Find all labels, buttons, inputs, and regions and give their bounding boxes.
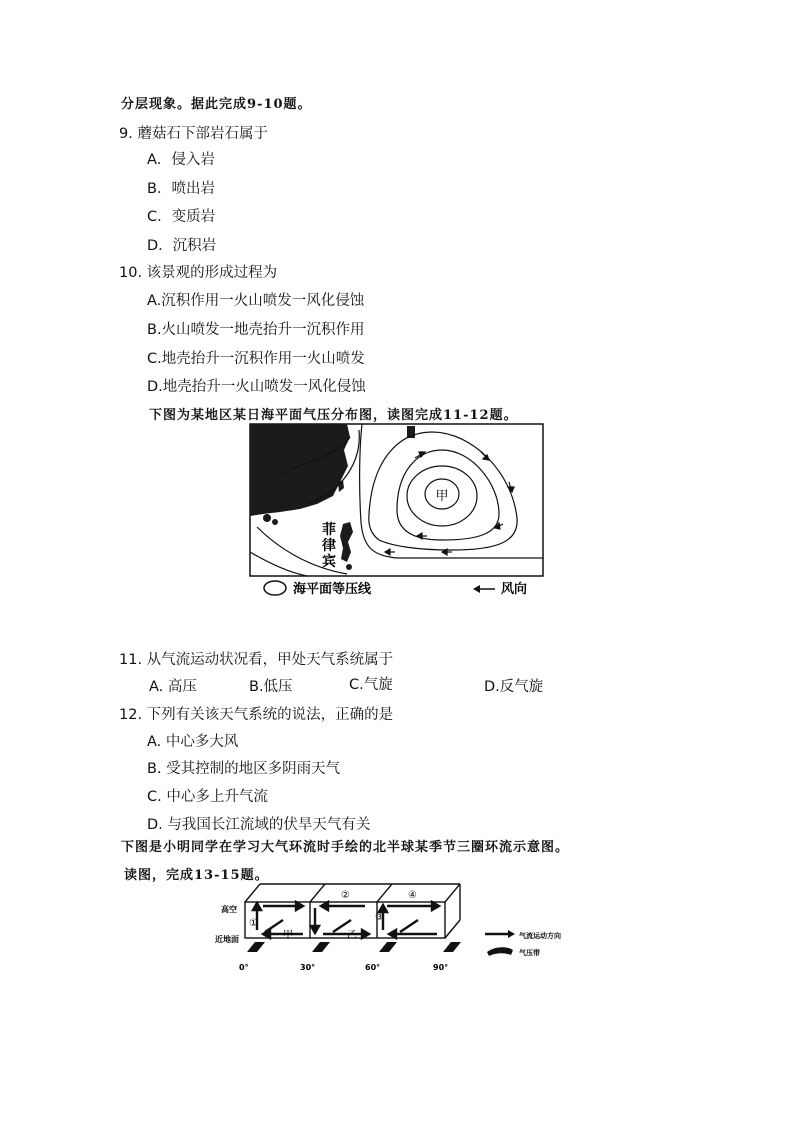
question-12-option-d: D. 与我国长江流域的伏旱天气有关	[147, 817, 371, 833]
question-12-option-c: C. 中心多上升气流	[147, 789, 268, 805]
zone-label-yi: 乙	[347, 930, 357, 941]
high-altitude-label: 高空	[221, 905, 237, 914]
question-9-option-d: D．沉积岩	[147, 238, 217, 254]
sea-level-pressure-map	[247, 422, 547, 602]
isobar-legend-label: 海平面等压线	[293, 582, 372, 597]
latitude-30: 30°	[300, 963, 316, 972]
cell-mark-3: ③	[375, 912, 384, 923]
question-9-option-c: C．变质岩	[147, 209, 216, 225]
question-11-stem: 11. 从气流运动状况看，甲处天气系统属于	[119, 652, 394, 668]
pressure-belt-legend-label: 气压带	[519, 949, 540, 957]
latitude-60: 60°	[365, 963, 381, 972]
wind-legend-arrow-icon	[473, 585, 495, 593]
cell-mark-4: ④	[408, 890, 417, 901]
question-10-option-c: C.地壳抬升一沉积作用一火山喷发	[147, 351, 365, 367]
flow-direction-legend-icon	[485, 930, 515, 938]
question-10-option-b: B.火山喷发一地壳抬升一沉积作用	[147, 322, 365, 338]
pressure-belt-legend-icon	[487, 947, 513, 956]
question-12-option-a: A. 中心多大风	[147, 734, 239, 750]
question-11-option-d: D.反气旋	[484, 679, 544, 695]
zone-label-jia: 甲	[283, 930, 293, 941]
isobar-legend-icon	[264, 581, 286, 595]
latitude-90: 90°	[433, 963, 449, 972]
near-surface-label: 近地面	[215, 935, 239, 944]
question-10-option-d: D.地壳抬升一火山喷发一风化侵蚀	[147, 379, 366, 395]
latitude-0: 0°	[239, 963, 249, 972]
question-11-option-a: A. 高压	[149, 679, 197, 695]
intro-text-3: 下图是小明同学在学习大气环流时手绘的北半球某季节三圈环流示意图。	[121, 840, 570, 855]
intro-text-1: 分层现象。据此完成9-10题。	[121, 97, 312, 112]
flow-direction-legend-label: 气流运动方向	[519, 932, 561, 940]
question-9-option-a: A．侵入岩	[147, 152, 215, 168]
intro-text-2: 下图为某地区某日海平面气压分布图，读图完成11-12题。	[149, 408, 518, 423]
question-11-option-b: B.低压	[249, 679, 293, 695]
cell-mark-1: ①	[249, 918, 258, 929]
question-9-stem: 9. 蘑菇石下部岩石属于	[119, 126, 268, 142]
country-label-2: 律	[322, 538, 336, 554]
cell-mark-2: ②	[341, 890, 350, 901]
question-11-option-c: C.气旋	[349, 677, 393, 693]
country-label-1: 菲	[322, 522, 336, 538]
question-10-stem: 10. 该景观的形成过程为	[119, 265, 278, 281]
question-10-option-a: A.沉积作用一火山喷发一风化侵蚀	[147, 293, 365, 309]
question-9-option-b: B．喷出岩	[147, 181, 215, 197]
country-label-3: 宾	[322, 554, 336, 570]
pressure-center-label: 甲	[435, 489, 449, 504]
intro-text-4: 读图，完成13-15题。	[124, 868, 269, 883]
question-12-stem: 12. 下列有关该天气系统的说法，正确的是	[119, 707, 394, 723]
three-cell-circulation-diagram	[215, 880, 565, 980]
wind-legend-label: 风向	[501, 582, 528, 597]
question-12-option-b: B. 受其控制的地区多阴雨天气	[147, 761, 341, 777]
